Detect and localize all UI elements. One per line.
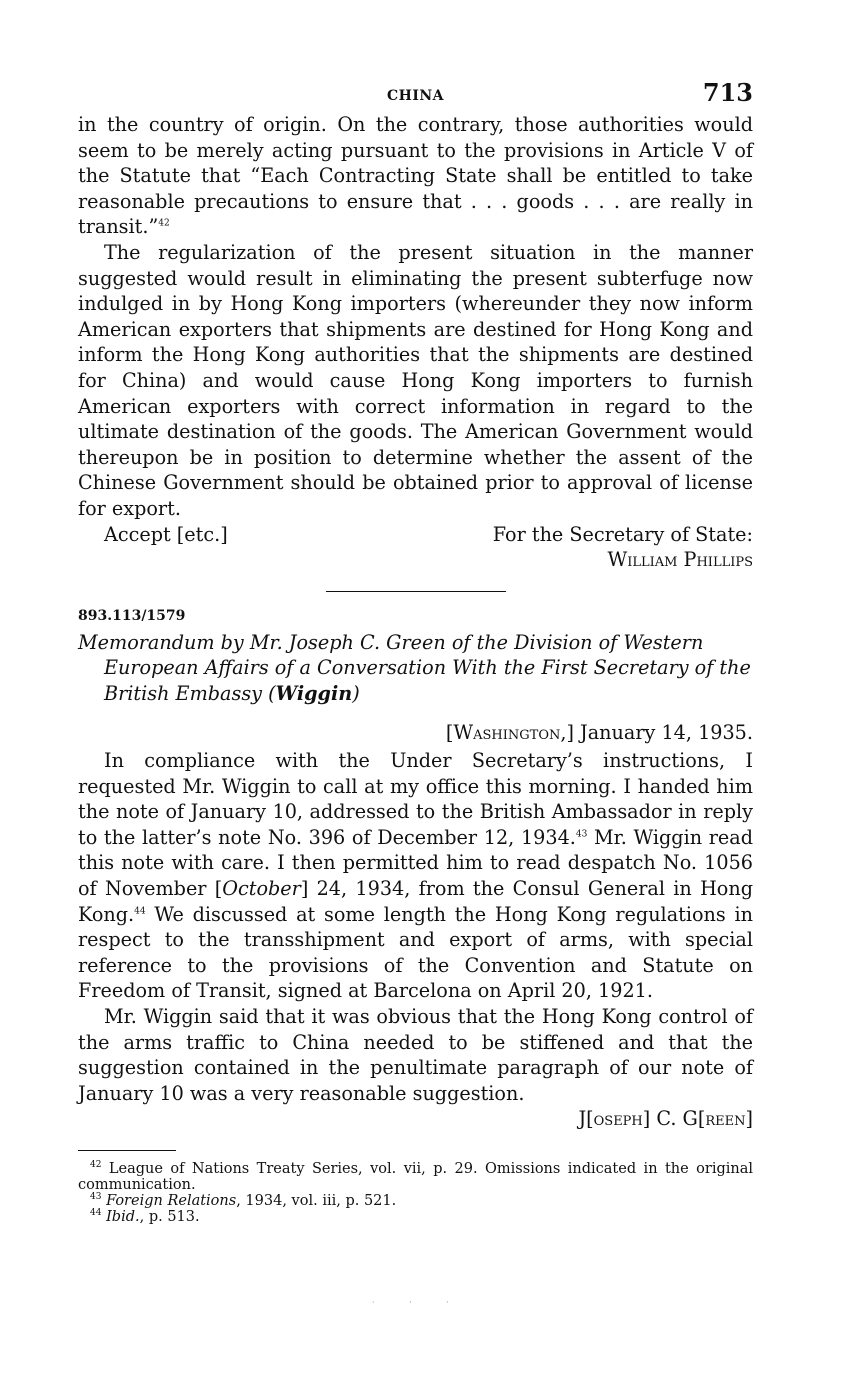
paragraph-text: in the country of origin. On the contrary, those authorities would seem to be merely acting pursuant to the provisions in Article V of the Statute that “Each Contracting State shall be entitled to take reasonable precautions to ensure that . . . goods . . . are really in transit.” <box>78 113 753 239</box>
memo-p1-october: October <box>222 877 301 901</box>
footnote-number: 44 <box>90 1208 102 1219</box>
page-number: 713 <box>702 78 753 107</box>
memo-heading <box>78 630 753 707</box>
memo-p1-text-a: In compliance with the Under Secretary’s instructions, I requested Mr. Wiggin to call at my office this morning. I handed him the note of January 10, addressed to the British Ambassador in reply to the latter’s note No. 396 of December 12, 1934. <box>78 749 753 849</box>
memo-heading-close: ) <box>352 681 360 705</box>
memo-p1-text-c: ] 24, 1934, from the Consul General in Hong Kong. <box>78 877 753 926</box>
footnote-text: , 1934, vol. iii, p. 521. <box>236 1192 397 1209</box>
dateline <box>78 720 753 746</box>
paragraph-continuation <box>78 112 753 240</box>
dateline-place: [Washington,] <box>445 721 574 745</box>
footnote-number: 43 <box>90 1192 102 1203</box>
footnote-42 <box>78 1161 753 1193</box>
memo-paragraph-1 <box>78 748 753 1004</box>
closing-accept: Accept [etc.] <box>104 522 228 546</box>
section-divider <box>326 591 506 592</box>
footnote-number: 42 <box>90 1160 102 1171</box>
footnote-ref-43[interactable]: 43 <box>575 829 588 840</box>
document-page <box>78 78 753 1225</box>
scan-specks: · · · <box>372 1298 465 1307</box>
footnote-text: League of Nations Treaty Series, vol. vii, p. 29. Omissions indicated in the original communication. <box>78 1160 753 1193</box>
dateline-date: January 14, 1935. <box>573 721 753 745</box>
paragraph-regularization: The regularization of the present situation in the manner suggested would result in eliminating the present subterfuge now indulged in by Hong Kong importers (whereunder they now inform American exporters that shipments are destined for Hong Kong and inform the Hong Kong authorities that the shipments are destined for China) and would cause Hong Kong importers to furnish American exporters with correct information in regard to the ultimate destination of the goods. The American Government would thereupon be in position to determine whether the assent of the Chinese Government should be obtained prior to approval of license for export. <box>78 240 753 520</box>
letter-closing <box>78 522 753 548</box>
signature-phillips: William Phillips <box>607 548 753 572</box>
footnote-divider <box>78 1150 176 1151</box>
memo-heading-name: Wiggin <box>275 681 353 705</box>
footnote-43 <box>78 1193 753 1209</box>
memo-p1-text-d: We discussed at some length the Hong Kong regulations in respect to the transshipment and export of arms, with special reference to the provisions of the Convention and Statute on Freedom of Transit, signed at Barcelona on April 20, 1921. <box>78 902 753 1003</box>
footnote-title: Ibid. <box>106 1208 140 1225</box>
page-header <box>78 78 753 112</box>
footnote-text: , p. 513. <box>139 1208 200 1225</box>
closing-for-secretary: For the Secretary of State: <box>492 522 753 546</box>
memo-heading-text: Memorandum by Mr. Joseph C. Green of the Division of Western European Affairs of a Conversation With the First Secretary of the British Embassy ( <box>78 630 751 705</box>
file-number: 893.113/1579 <box>78 607 186 624</box>
memo-p1-text-b: Mr. Wiggin read this note with care. I then permitted him to read despatch No. 1056 of November [ <box>78 825 753 901</box>
footnote-ref-44[interactable]: 44 <box>134 906 146 917</box>
running-head: CHINA <box>386 88 445 104</box>
footnote-44 <box>78 1209 753 1225</box>
footnote-title: Foreign Relations <box>106 1192 237 1209</box>
signature-green: J[oseph] C. G[reen] <box>578 1107 753 1131</box>
memo-paragraph-2: Mr. Wiggin said that it was obvious that the Hong Kong control of the arms traffic to China needed to be stiffened and that the suggestion contained in the penultimate paragraph of our note of January 10 was a very reasonable suggestion. <box>78 1005 753 1105</box>
footnote-ref-42[interactable]: 42 <box>158 218 170 229</box>
